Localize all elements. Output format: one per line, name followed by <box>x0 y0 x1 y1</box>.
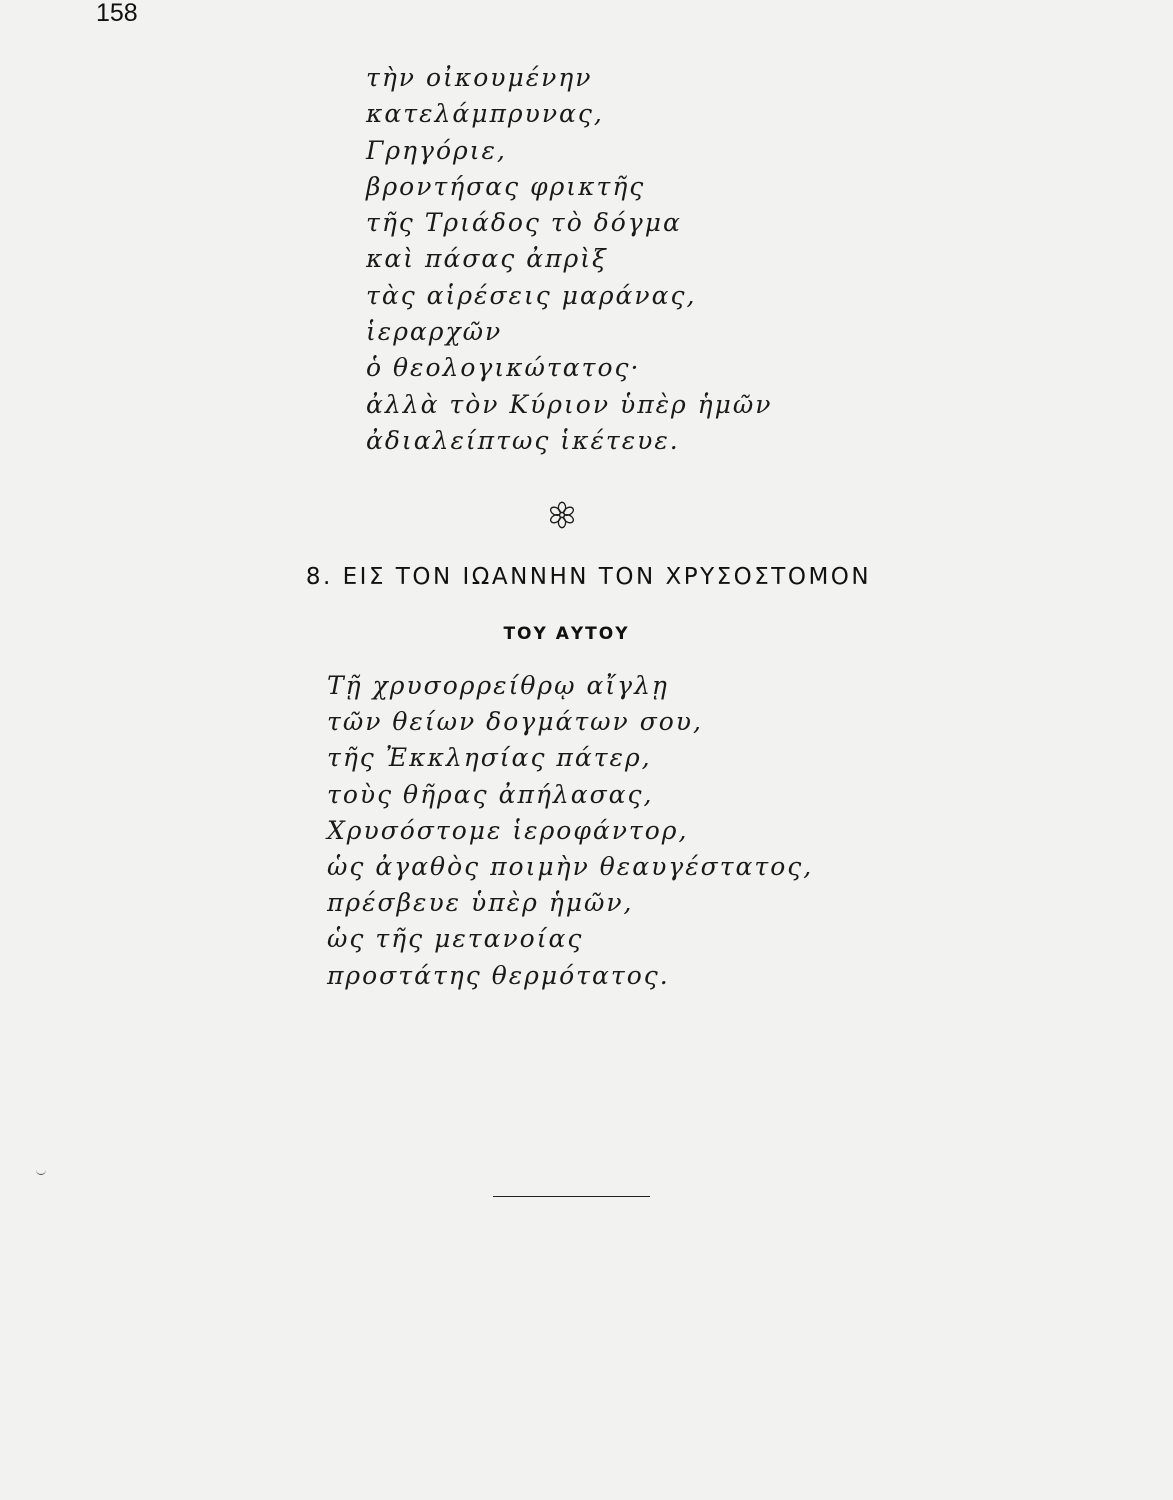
verse-line: ὡς ἀγαθὸς ποιμὴν θεαυγέστατος, <box>327 852 814 882</box>
verse-line: τῆς Τριάδος τὸ δόγμα <box>366 208 682 238</box>
hymn-stanza-gregory <box>366 60 773 459</box>
scan-speck <box>36 1170 46 1175</box>
verse-line: ἀδιαλείπτως ἱκέτευε. <box>366 425 680 455</box>
verse-line: τὰς αἱρέσεις μαράνας, <box>366 280 697 310</box>
verse-line: καὶ πάσας ἀπρὶξ <box>366 244 608 274</box>
hymn-stanza-chrysostom <box>327 668 813 994</box>
verse-line: Χρυσόστομε ἱεροφάντορ, <box>327 815 689 845</box>
verse-line: ἀλλὰ τὸν Κύριον ὑπὲρ ἡμῶν <box>366 389 773 419</box>
verse-line: Τῇ χρυσορρείθρῳ αἴγλῃ <box>327 671 669 700</box>
verse-line: ἱεραρχῶν <box>366 317 503 347</box>
verse-line: προστάτης θερμότατος. <box>327 960 670 990</box>
flower-ornament-icon <box>547 500 577 530</box>
author-subtitle: ΤΟΥ ΑΥΤΟΥ <box>503 624 630 644</box>
verse-line: τῶν θείων δογμάτων σου, <box>327 707 703 737</box>
verse-line: κατελάμπρυνας, <box>366 99 604 129</box>
verse-line: τῆς Ἐκκλησίας πάτερ, <box>327 743 652 773</box>
verse-line: τοὺς θῆρας ἀπήλασας, <box>327 779 654 809</box>
verse-line: Γρηγόριε, <box>366 135 507 165</box>
section-title: 8. ΕΙΣ ΤΟΝ ΙΩΑΝΝΗΝ ΤΟΝ ΧΡΥΣΟΣΤΟΜΟΝ <box>305 564 872 590</box>
closing-rule <box>493 1196 650 1197</box>
verse-line: ὡς τῆς μετανοίας <box>327 924 584 954</box>
verse-line: πρέσβευε ὑπὲρ ἡμῶν, <box>327 888 634 918</box>
verse-line: βροντήσας φρικτῆς <box>366 171 646 201</box>
verse-line: ὁ θεολογικώτατος· <box>366 353 641 383</box>
verse-line: τὴν οἰκουμένην <box>366 63 593 92</box>
page-number: 158 <box>96 0 138 27</box>
